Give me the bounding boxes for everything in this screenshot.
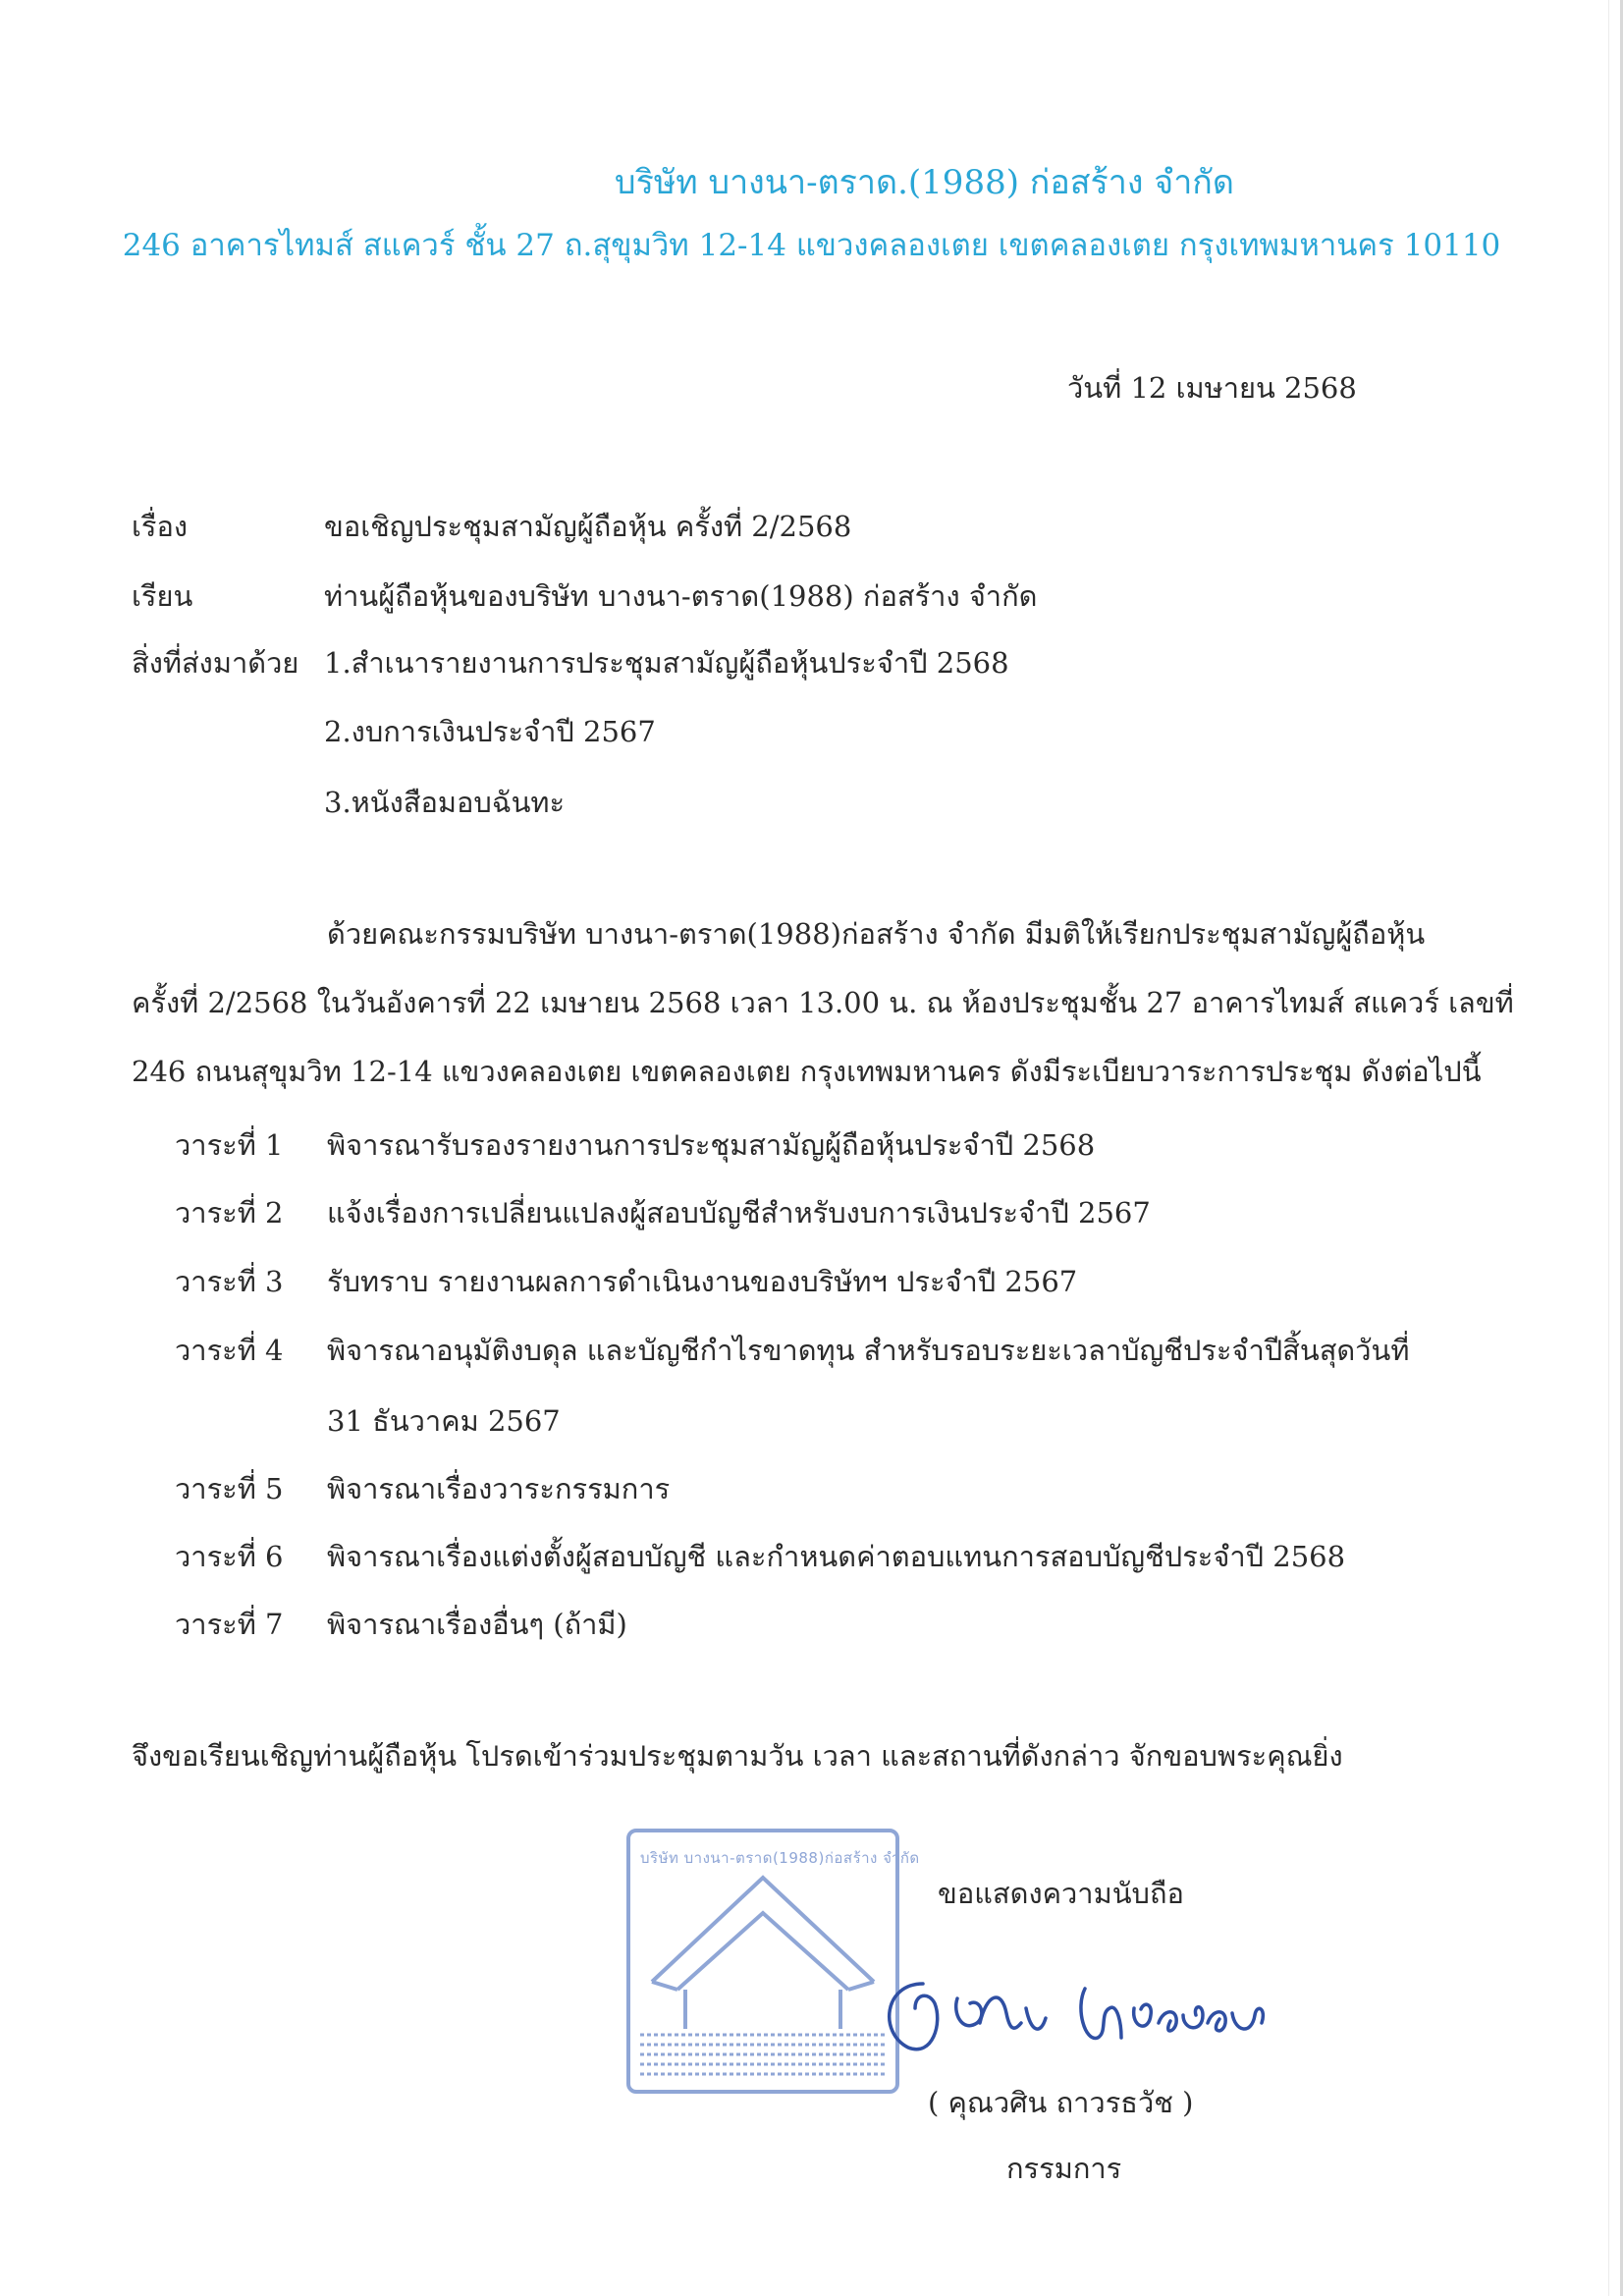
signer-position: กรรมการ <box>1006 2152 1122 2185</box>
agenda-text: พิจารณาเรื่องแต่งตั้งผู้สอบบัญชี และกำหนดค่าตอบแทนการสอบบัญชีประจำปี 2568 <box>327 1540 1346 1573</box>
to-text: ท่านผู้ถือหุ้นของบริษัท บางนา-ตราด(1988) ก่อสร้าง จำกัด <box>324 579 1038 613</box>
page-edge-line <box>1608 0 1609 2296</box>
subject-label: เรื่อง <box>132 510 189 543</box>
agenda-number: วาระที่ 7 <box>175 1608 284 1641</box>
to-label: เรียน <box>132 579 193 613</box>
agenda-text: พิจารณาเรื่องวาระกรรมการ <box>327 1472 671 1505</box>
enclosures-label: สิ่งที่ส่งมาด้วย <box>132 646 299 680</box>
agenda-text: รับทราบ รายงานผลการดำเนินงานของบริษัทฯ ประจำปี 2567 <box>327 1265 1078 1298</box>
agenda-number: วาระที่ 2 <box>175 1196 284 1230</box>
agenda-text: พิจารณารับรองรายงานการประชุมสามัญผู้ถือหุ้นประจำปี 2568 <box>327 1128 1096 1162</box>
company-address: 246 อาคารไทมส์ สแควร์ ชั้น 27 ถ.สุขุมวิท 12-14 แขวงคลองเตย เขตคลองเตย กรุงเทพมหานคร 10110 <box>122 228 1501 263</box>
agenda-number: วาระที่ 3 <box>175 1265 284 1298</box>
company-stamp <box>626 1829 920 2094</box>
signature-image <box>864 1954 1316 2072</box>
house-logo-icon <box>630 1832 895 2090</box>
enclosure-item: 3.หนังสือมอบฉันทะ <box>324 786 566 819</box>
agenda-text: พิจารณาอนุมัติงบดุล และบัญชีกำไรขาดทุน สำหรับรอบระยะเวลาบัญชีประจำปีสิ้นสุดวันที่ <box>327 1334 1410 1367</box>
regards-text: ขอแสดงความนับถือ <box>938 1877 1184 1910</box>
stamp-text: บริษัท บางนา-ตราด(1988)ก่อสร้าง จำกัด <box>640 1849 920 1867</box>
subject-text: ขอเชิญประชุมสามัญผู้ถือหุ้น ครั้งที่ 2/2568 <box>324 510 852 543</box>
enclosure-item: 2.งบการเงินประจำปี 2567 <box>324 715 656 748</box>
body-line: ครั้งที่ 2/2568 ในวันอังคารที่ 22 เมษายน 2568 เวลา 13.00 น. ณ ห้องประชุมชั้น 27 อาคารไทมส์ สแควร์ เลขที่ <box>132 986 1514 1019</box>
agenda-number: วาระที่ 6 <box>175 1540 284 1573</box>
agenda-number: วาระที่ 4 <box>175 1334 284 1367</box>
body-line: ด้วยคณะกรรมบริษัท บางนา-ตราด(1988)ก่อสร้าง จำกัด มีมติให้เรียกประชุมสามัญผู้ถือหุ้น <box>327 917 1426 951</box>
signer-name: ( คุณวศิน ถาวรธวัช ) <box>928 2086 1194 2119</box>
letter-date: วันที่ 12 เมษายน 2568 <box>1067 371 1357 405</box>
agenda-text-continued: 31 ธันวาคม 2567 <box>327 1404 561 1438</box>
agenda-text: แจ้งเรื่องการเปลี่ยนแปลงผู้สอบบัญชีสำหรับงบการเงินประจำปี 2567 <box>327 1196 1151 1230</box>
agenda-number: วาระที่ 1 <box>175 1128 284 1162</box>
agenda-number: วาระที่ 5 <box>175 1472 284 1505</box>
company-name: บริษัท บางนา-ตราด.(1988) ก่อสร้าง จำกัด <box>615 163 1234 202</box>
closing-text: จึงขอเรียนเชิญท่านผู้ถือหุ้น โปรดเข้าร่วมประชุมตามวัน เวลา และสถานที่ดังกล่าว จักขอบพระคุณยิ่ง <box>132 1739 1343 1773</box>
body-line: 246 ถนนสุขุมวิท 12-14 แขวงคลองเตย เขตคลองเตย กรุงเทพมหานคร ดังมีระเบียบวาระการประชุม ดังต่อไปนี้ <box>132 1055 1482 1088</box>
enclosure-item: 1.สำเนารายงานการประชุมสามัญผู้ถือหุ้นประจำปี 2568 <box>324 646 1009 680</box>
agenda-text: พิจารณาเรื่องอื่นๆ (ถ้ามี) <box>327 1608 627 1641</box>
